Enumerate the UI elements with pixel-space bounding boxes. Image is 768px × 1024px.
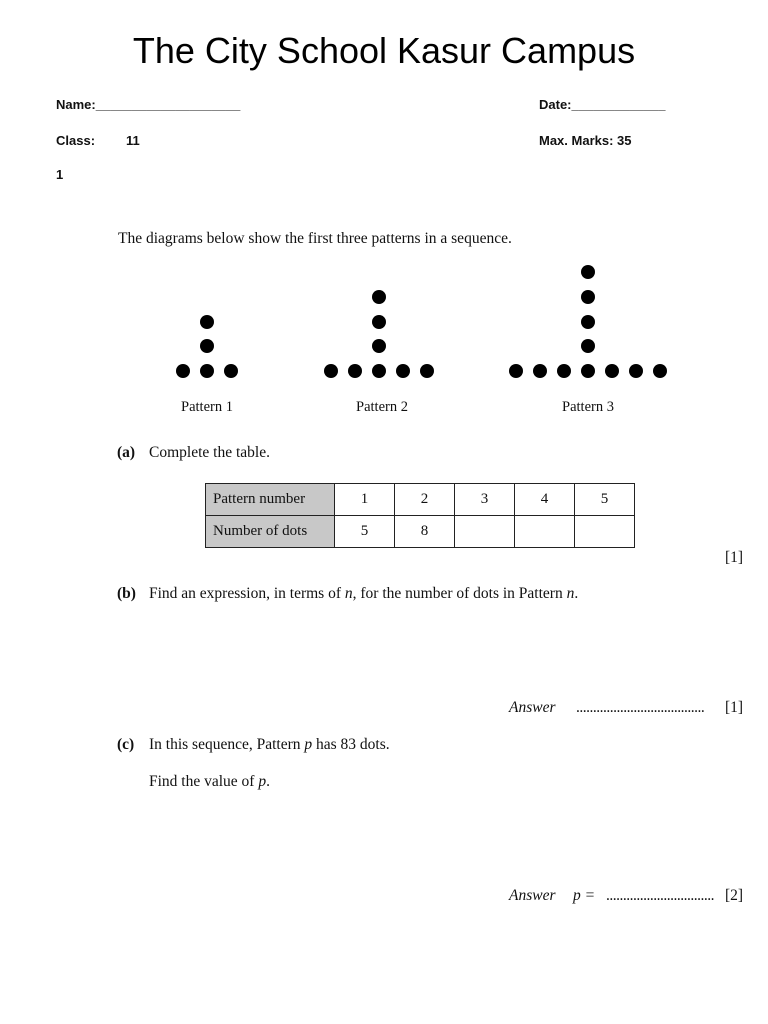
pattern-number-cell: 1: [335, 484, 395, 516]
part-c-marks: [2]: [725, 887, 744, 904]
table-header-pattern-number: Pattern number: [206, 484, 335, 516]
date-field[interactable]: Date:_____________: [539, 97, 666, 112]
pattern-3-dot: [509, 364, 523, 378]
table-header-number-of-dots: Number of dots: [206, 516, 335, 548]
part-c-label: (c): [117, 736, 135, 753]
pattern-2-dot: [372, 315, 386, 329]
part-a-marks: [1]: [725, 549, 744, 566]
part-b-text-end: .: [574, 585, 579, 602]
part-c-answer-variable: p =: [573, 887, 596, 904]
pattern-1-dot: [200, 339, 214, 353]
pattern-1-label: Pattern 1: [181, 399, 233, 415]
question-number: 1: [56, 167, 64, 182]
pattern-1-dot: [224, 364, 238, 378]
part-c-line1-post: has 83 dots.: [312, 736, 390, 753]
part-c-line2-post: .: [266, 773, 270, 790]
part-a-text: Complete the table.: [149, 444, 270, 461]
part-b-answer-label: Answer: [509, 699, 556, 716]
dot-count-answer-cell[interactable]: [455, 516, 515, 548]
pattern-2-dot: [372, 290, 386, 304]
page-title: The City School Kasur Campus: [132, 30, 636, 71]
pattern-3-label: Pattern 3: [562, 399, 614, 415]
part-b-variable-n: n: [566, 585, 575, 602]
class-label: Class:: [56, 133, 96, 148]
part-b-text: [149, 585, 578, 603]
part-b-answer-line[interactable]: ......................................: [576, 699, 705, 716]
part-a-label: (a): [117, 444, 136, 461]
pattern-3-dot: [557, 364, 571, 378]
pattern-2-dot: [348, 364, 362, 378]
part-c-answer-line[interactable]: ................................: [606, 887, 714, 904]
table-row-pattern-number: [206, 484, 635, 516]
part-c-variable-p: p: [258, 773, 267, 790]
pattern-number-cell: 4: [515, 484, 575, 516]
part-c-line2: [149, 773, 270, 791]
max-marks: Max. Marks: 35: [539, 133, 632, 148]
pattern-3-dot: [581, 339, 595, 353]
dot-count-cell: 8: [395, 516, 455, 548]
question-intro: The diagrams below show the first three patterns in a sequence.: [118, 230, 512, 247]
pattern-1-dot: [200, 364, 214, 378]
pattern-2-dot: [372, 339, 386, 353]
pattern-number-cell: 3: [455, 484, 515, 516]
part-b-label: (b): [117, 585, 136, 602]
pattern-number-cell: 5: [575, 484, 635, 516]
pattern-3-dot: [605, 364, 619, 378]
part-c-variable-p: p: [304, 736, 313, 753]
pattern-2-dot: [324, 364, 338, 378]
dot-count-answer-cell[interactable]: [515, 516, 575, 548]
dot-count-cell: 5: [335, 516, 395, 548]
pattern-3-dot: [581, 290, 595, 304]
pattern-2-dot: [396, 364, 410, 378]
pattern-2-dot: [372, 364, 386, 378]
pattern-3-dot: [533, 364, 547, 378]
pattern-2-label: Pattern 2: [356, 399, 408, 415]
part-c-line1-pre: In this sequence, Pattern: [149, 736, 305, 753]
class-value: 11: [126, 133, 140, 148]
pattern-table: [205, 483, 635, 548]
pattern-2-dot: [420, 364, 434, 378]
part-c-line1: [149, 736, 390, 754]
pattern-3-dot: [653, 364, 667, 378]
pattern-1-dot: [200, 315, 214, 329]
pattern-3-dot: [581, 364, 595, 378]
part-b-text-pre: Find an expression, in terms of: [149, 585, 345, 602]
part-c-answer-label: Answer: [509, 887, 556, 904]
part-b-text-mid: , for the number of dots in Pattern: [352, 585, 567, 602]
pattern-3-dot: [581, 315, 595, 329]
part-b-marks: [1]: [725, 699, 744, 716]
part-c-line2-pre: Find the value of: [149, 773, 259, 790]
table-row-number-of-dots: [206, 516, 635, 548]
pattern-3-dot: [581, 265, 595, 279]
name-field[interactable]: Name:____________________: [56, 97, 241, 112]
pattern-3-dot: [629, 364, 643, 378]
pattern-number-cell: 2: [395, 484, 455, 516]
part-b-variable-n: n: [344, 585, 353, 602]
dot-count-answer-cell[interactable]: [575, 516, 635, 548]
pattern-1-dot: [176, 364, 190, 378]
